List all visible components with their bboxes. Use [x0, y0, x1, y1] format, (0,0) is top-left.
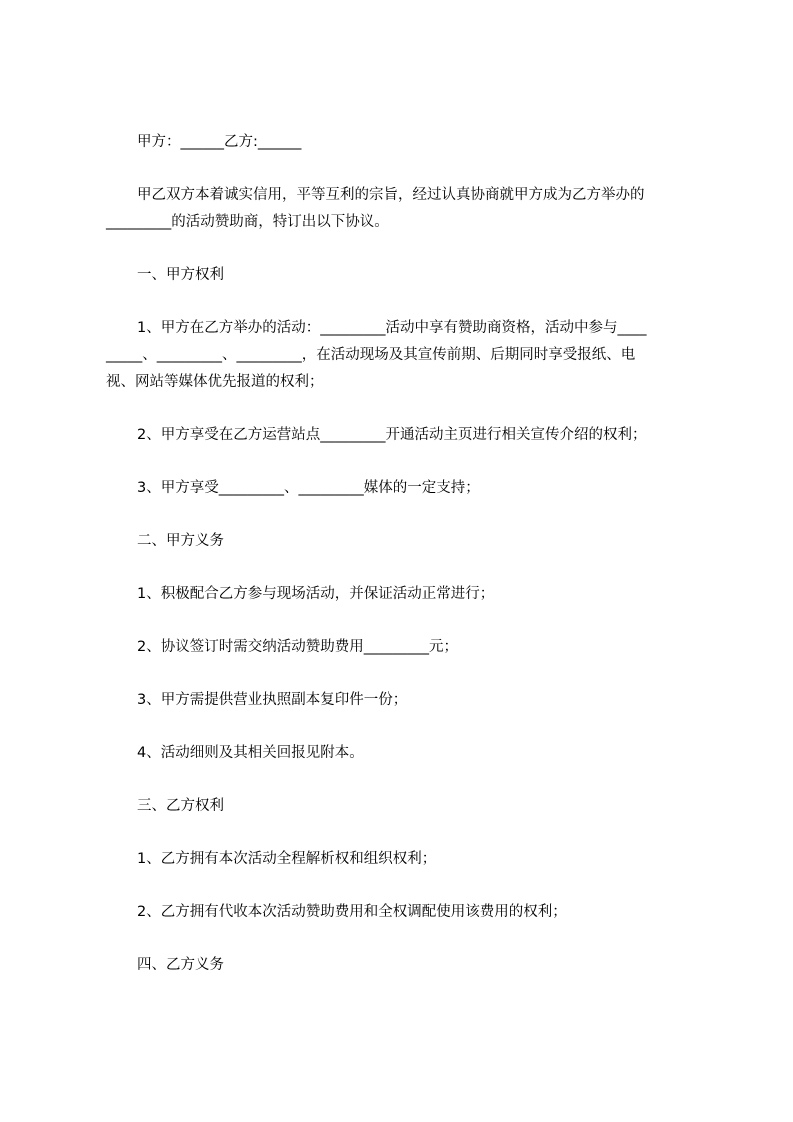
- intro-paragraph-line-1: 甲乙双方本着诚实信用，平等互利的宗旨，经过认真协商就甲方成为乙方举办的: [137, 187, 645, 203]
- parties-line: 甲方：______乙方:______: [137, 134, 302, 150]
- section-4-title: 四、乙方义务: [137, 957, 224, 973]
- section-2-item-3: 3、甲方需提供营业执照副本复印件一份；: [137, 692, 408, 708]
- section-3-item-2: 2、乙方拥有代收本次活动赞助费用和全权调配使用该费用的权利；: [137, 904, 567, 920]
- section-2-item-4: 4、活动细则及其相关回报见附本。: [137, 745, 364, 761]
- section-2-title: 二、甲方义务: [137, 533, 224, 549]
- section-3-item-1: 1、乙方拥有本次活动全程解析权和组织权利；: [137, 851, 437, 867]
- section-1-item-3: 3、甲方享受_________、_________媒体的一定支持；: [137, 480, 480, 496]
- section-1-title: 一、甲方权利: [137, 267, 224, 283]
- section-2-item-2: 2、协议签订时需交纳活动赞助费用_________元；: [137, 639, 458, 655]
- section-1-item-1-line-3: 视、网站等媒体优先报道的权利；: [106, 374, 324, 390]
- section-1-item-1-line-1: 1、甲方在乙方举办的活动：_________活动中享有赞助商资格，活动中参与____: [137, 320, 647, 336]
- section-3-title: 三、乙方权利: [137, 798, 224, 814]
- intro-paragraph-line-2: _________的活动赞助商，特订出以下协议。: [106, 214, 389, 230]
- section-1-item-2: 2、甲方享受在乙方运营站点_________开通活动主页进行相关宣传介绍的权利；: [137, 427, 647, 443]
- section-2-item-1: 1、积极配合乙方参与现场活动，并保证活动正常进行；: [137, 586, 495, 602]
- section-1-item-1-line-2: _____、_________、_________，在活动现场及其宣传前期、后期同时享受报纸、电: [106, 347, 636, 363]
